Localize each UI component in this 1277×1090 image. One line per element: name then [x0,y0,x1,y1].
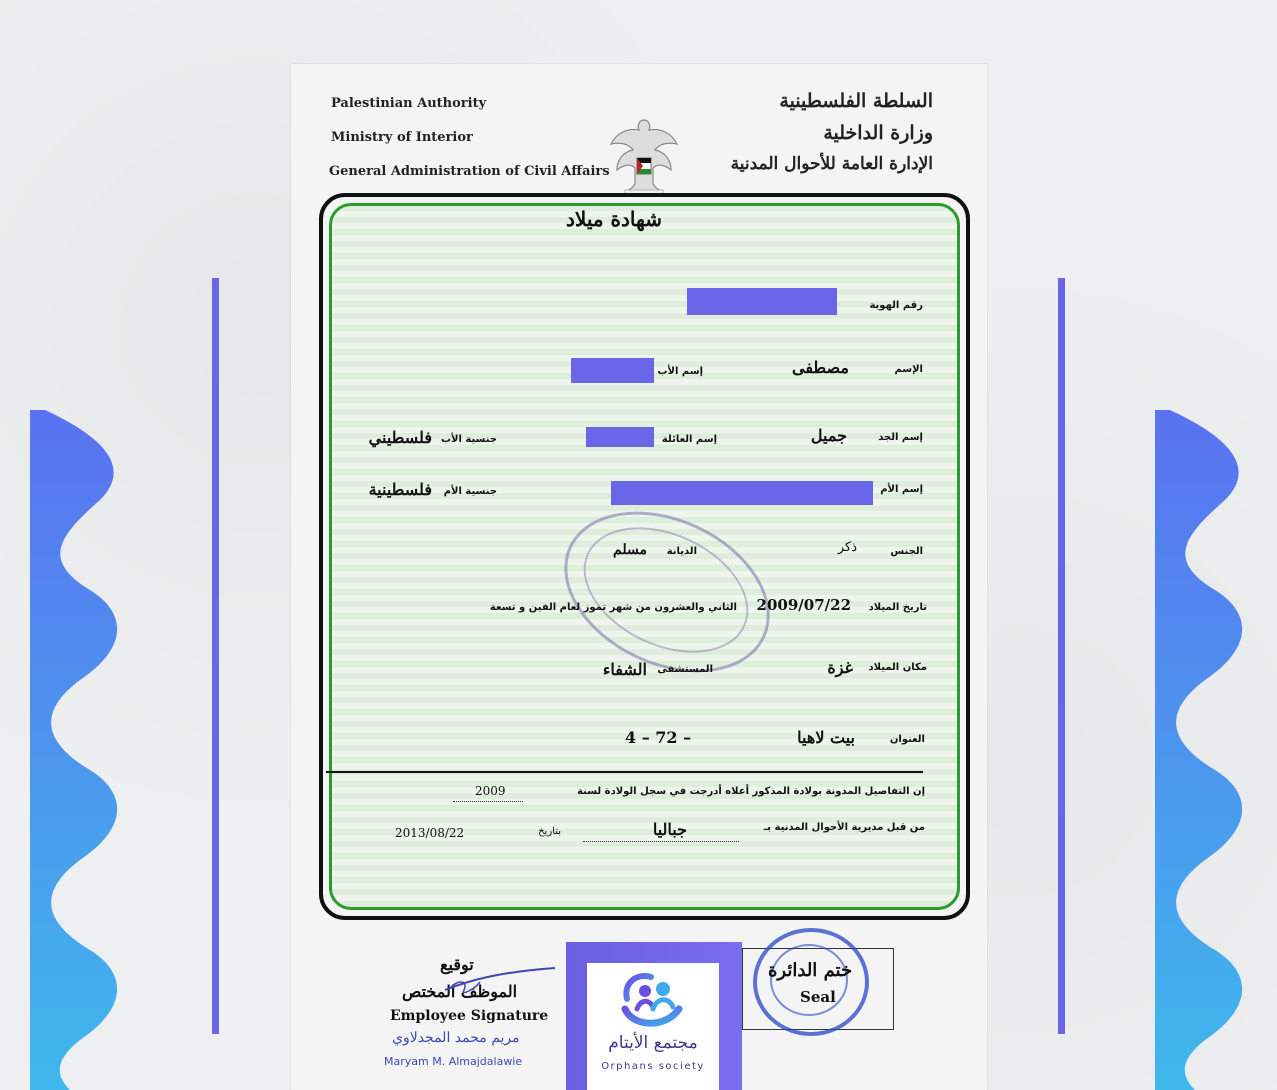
left-wave-decoration [30,410,130,1090]
name-value: مصطفى [792,358,849,377]
pob-label: مكان الميلاد [868,662,927,673]
mother-nationality-label: جنسية الأم [443,486,497,497]
father-nationality-label: جنسية الأب [440,434,497,445]
registry-year-line [453,801,523,802]
eagle-emblem-icon [603,114,685,198]
father-label: إسم الأب [657,366,703,377]
redacted-id [687,288,837,315]
religion-label: الديانة [666,546,697,557]
father-nationality-value: فلسطيني [368,428,432,447]
directorate-label: من قبل مديرية الأحوال المدنية بـ [763,822,925,833]
directorate-line [583,841,739,842]
logo-en-name: Orphans society [601,1061,705,1072]
seal-en-label: Seal [800,988,836,1006]
signature-ar-line2: الموظف المختص [402,982,518,1001]
signature-name-ar: مريم محمد المجدلاوي [392,1030,520,1046]
header-en-authority: Palestinian Authority [331,96,487,111]
name-label: الإسم [894,364,923,375]
hospital-label: المستشفى [657,664,713,675]
registry-year: 2009 [475,784,506,798]
header-en-administration: General Administration of Civil Affairs [329,164,610,179]
statement-text: إن التفاصيل المدونة بولادة المذكور أعلاه أدرجت في سجل الولادة لسنة [577,786,925,797]
mother-nationality-value: فلسطينية [368,480,432,499]
orphans-society-logo [587,963,719,1090]
address-number: 4 – 72 – [625,728,692,747]
date-value: 2013/08/22 [395,826,465,840]
separator-line [326,771,923,773]
logo-ar-name: مجتمع الأيتام [608,1033,698,1053]
mother-label: إسم الأم [880,484,923,495]
directorate-value: جباليا [652,820,687,839]
right-accent-bar [1058,278,1065,1034]
left-accent-bar [212,278,219,1034]
religion-value: مسلم [613,542,647,558]
header-en-ministry: Ministry of Interior [331,130,473,145]
pob-value: غزة [827,658,853,677]
id-label: رقم الهوية [869,300,923,311]
address-value: بيت لاهيا [797,728,855,747]
signature-name-en: Maryam M. Almajdalawie [384,1055,523,1068]
date-label: بتاريخ [538,826,561,837]
handwritten-signature [440,960,560,1000]
dob-label: تاريخ الميلاد [868,602,927,613]
certificate-title: شهادة ميلاد [566,207,663,231]
signature-ar-line1: توقيع [440,955,474,974]
family-label: إسم العائلة [661,434,717,445]
redacted-family [586,427,654,447]
address-label: العنوان [889,734,925,745]
sex-label: الجنس [890,546,923,557]
dob-words: الثاني والعشرون من شهر تموز لعام الفين و تسعة [489,602,737,613]
right-wave-decoration [1155,410,1255,1090]
redacted-mother [611,481,873,505]
seal-ar-label: ختم الدائرة [768,960,853,981]
header-ar-ministry: وزارة الداخلية [823,122,933,144]
grandfather-value: جميل [810,426,847,445]
sex-value: ذكر [837,540,857,555]
header-ar-administration: الإدارة العامة للأحوال المدنية [730,154,933,174]
dob-value: 2009/07/22 [756,596,851,614]
signature-en-label: Employee Signature [390,1008,549,1024]
hospital-value: الشفاء [602,660,647,679]
header-ar-authority: السلطة الفلسطينية [779,90,933,112]
grandfather-label: إسم الجد [878,432,923,443]
redacted-father [571,358,654,383]
certificate-paper [291,64,987,1090]
orphans-logo-icon [617,969,689,1031]
